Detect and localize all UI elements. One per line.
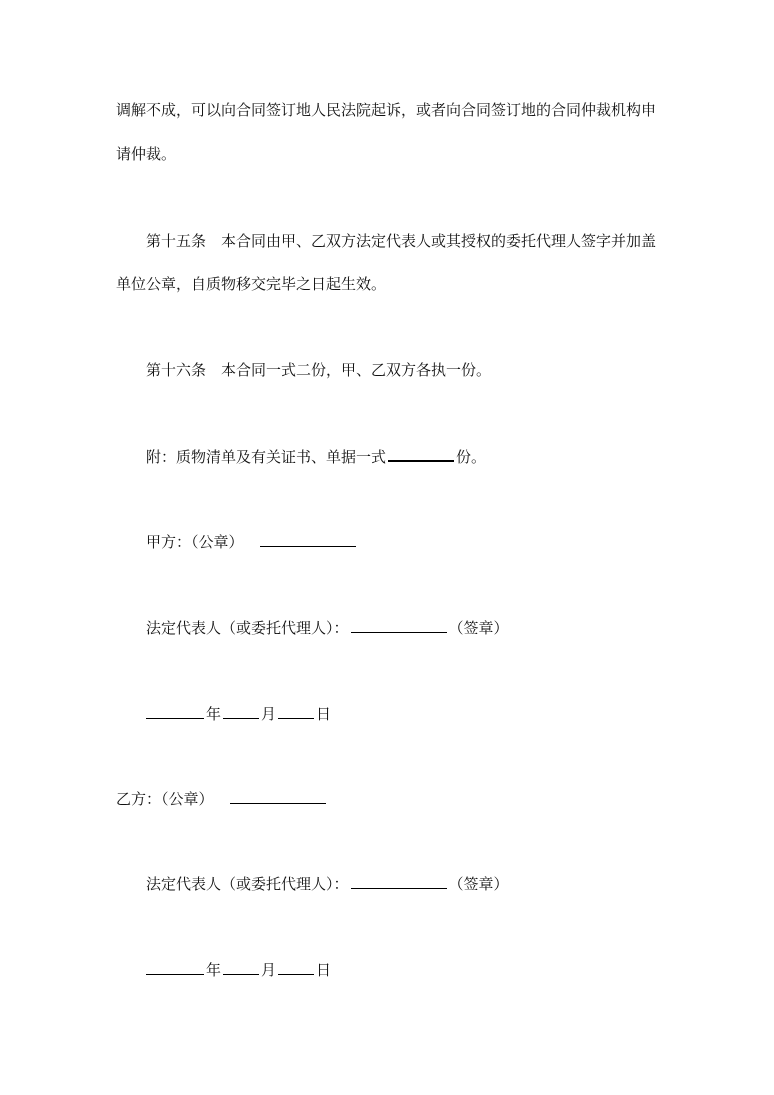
- party-a-rep-line: [146, 618, 509, 638]
- party-b-seal-blank[interactable]: [230, 789, 326, 804]
- party-b-rep-line: [146, 874, 509, 894]
- party-a-rep-blank[interactable]: [351, 618, 447, 633]
- party-b-rep-label: 法定代表人（或委托代理人）：: [146, 875, 349, 893]
- party-b-year-label: 年: [206, 961, 222, 979]
- clause-14-line-1: 调解不成，可以向合同签订地人民法院起诉，或者向合同签订地的合同仲裁机构申: [116, 101, 657, 119]
- party-a-month-label: 月: [261, 705, 277, 723]
- party-b-day-label: 日: [316, 961, 332, 979]
- party-a-seal-blank[interactable]: [260, 532, 356, 547]
- party-a-day-label: 日: [316, 705, 332, 723]
- party-b-signature-label: （签章）: [448, 875, 509, 893]
- attachment-line: [146, 446, 486, 467]
- clause-14-line-2: 请仲裁。: [116, 145, 177, 163]
- party-a-month-blank[interactable]: [223, 704, 259, 719]
- clause-15-line-2: 单位公章，自质物移交完毕之日起生效。: [116, 275, 387, 293]
- party-b-year-blank[interactable]: [146, 960, 204, 975]
- party-a-year-blank[interactable]: [146, 704, 204, 719]
- party-b-date-line: [146, 960, 331, 980]
- party-b-line: [116, 789, 328, 809]
- party-a-year-label: 年: [206, 705, 222, 723]
- attachment-suffix: 份。: [456, 448, 487, 466]
- party-a-rep-label: 法定代表人（或委托代理人）：: [146, 619, 349, 637]
- party-b-month-label: 月: [261, 961, 277, 979]
- clause-15-line-1: 第十五条 本合同由甲、乙双方法定代表人或其授权的委托代理人签字并加盖: [146, 232, 657, 250]
- party-a-day-blank[interactable]: [278, 704, 314, 719]
- party-a-line: [146, 532, 358, 552]
- party-b-month-blank[interactable]: [223, 960, 259, 975]
- clause-16: 第十六条 本合同一式二份，甲、乙双方各执一份。: [146, 361, 492, 379]
- party-a-date-line: [146, 704, 331, 724]
- attachment-count-blank[interactable]: [388, 446, 454, 462]
- attachment-prefix: 附：质物清单及有关证书、单据一式: [146, 448, 387, 466]
- party-b-rep-blank[interactable]: [351, 874, 447, 889]
- party-b-label: 乙方：（公章）: [116, 790, 214, 808]
- party-a-signature-label: （签章）: [448, 619, 509, 637]
- party-a-label: 甲方：（公章）: [146, 533, 244, 551]
- party-b-day-blank[interactable]: [278, 960, 314, 975]
